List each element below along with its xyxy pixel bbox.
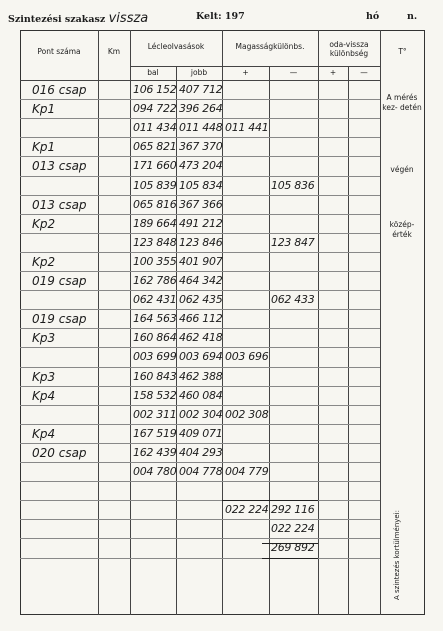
row-right-reading: 464 342 — [179, 274, 223, 287]
row-point-name: 019 csap — [32, 312, 87, 327]
row-left-reading: 160 843 — [133, 369, 177, 383]
side-note-end: végén — [390, 165, 414, 174]
col-temp: T° — [398, 47, 407, 56]
row-left-reading: 171 660 — [133, 159, 177, 173]
col-there-back: oda-vissza — [329, 40, 369, 49]
col-left: bal — [147, 68, 159, 77]
row-height-plus: 022 224 — [225, 503, 269, 517]
row-height-minus: 292 116 — [271, 503, 315, 517]
col-plus: + — [242, 68, 249, 77]
row-right-reading: 105 834 — [179, 178, 223, 192]
row-right-reading: 409 071 — [179, 426, 223, 440]
row-point-name: Kp2 — [32, 216, 56, 231]
row-left-reading: 189 664 — [133, 216, 177, 230]
row-left-reading: 167 519 — [133, 426, 177, 440]
side-note-conditions: A szintezés kortülményei: — [393, 509, 401, 600]
row-point-name: 013 csap — [32, 159, 87, 174]
row-left-reading: 065 816 — [133, 197, 177, 211]
form-title-label: Szintezési szakasz — [8, 14, 106, 25]
col-height-diff: Magasságkülönbs. — [235, 42, 305, 51]
row-right-reading: 367 366 — [179, 197, 223, 211]
col-minus: — — [289, 68, 298, 77]
row-left-reading: 062 431 — [133, 293, 177, 307]
row-right-reading: 491 212 — [179, 216, 223, 230]
row-left-reading: 065 821 — [133, 140, 177, 154]
row-point-name: Kp1 — [32, 102, 56, 117]
row-height-plus: 003 696 — [225, 350, 269, 364]
row-right-reading: 011 448 — [179, 121, 223, 135]
row-right-reading: 401 907 — [179, 254, 223, 268]
row-left-reading: 004 780 — [133, 465, 177, 478]
row-point-name: Kp4 — [32, 388, 56, 403]
row-left-reading: 105 839 — [133, 178, 177, 192]
row-right-reading: 460 084 — [179, 388, 223, 402]
row-point-name: 013 csap — [32, 197, 87, 212]
row-height-plus: 002 308 — [225, 407, 269, 421]
row-height-plus: 011 441 — [225, 121, 269, 135]
row-right-reading: 062 435 — [179, 293, 223, 307]
col-minus2: — — [360, 68, 368, 77]
row-right-reading: 004 778 — [179, 465, 223, 478]
row-left-reading: 106 152 — [133, 83, 177, 96]
side-note-average: közép- érték — [389, 220, 415, 239]
month-label: hó — [366, 11, 380, 22]
row-height-minus: 123 847 — [271, 235, 315, 249]
row-height-minus: 269 892 — [271, 541, 315, 555]
row-left-reading: 160 864 — [133, 331, 177, 345]
row-right-reading: 002 304 — [179, 407, 223, 421]
col-point-name: Pont száma — [37, 47, 81, 56]
row-point-name: Kp2 — [32, 254, 56, 269]
row-right-reading: 123 846 — [179, 235, 223, 249]
row-right-reading: 407 712 — [179, 83, 223, 96]
row-height-minus: 022 224 — [271, 522, 315, 536]
row-left-reading: 094 722 — [133, 102, 177, 116]
row-left-reading: 011 434 — [133, 121, 177, 135]
row-point-name: Kp1 — [32, 140, 56, 155]
row-right-reading: 462 388 — [179, 369, 223, 383]
row-right-reading: 466 112 — [179, 312, 223, 326]
row-point-name: 019 csap — [32, 274, 87, 288]
row-point-name: Kp3 — [32, 331, 56, 346]
row-left-reading: 123 848 — [133, 235, 177, 249]
row-right-reading: 462 418 — [179, 331, 223, 345]
row-point-name: Kp4 — [32, 426, 56, 441]
col-km: Km — [107, 47, 121, 56]
row-right-reading: 003 694 — [179, 350, 223, 364]
row-point-name: Kp3 — [32, 369, 56, 384]
row-height-minus: 062 433 — [271, 293, 315, 307]
day-label: n. — [407, 11, 418, 22]
form-title — [8, 11, 148, 26]
row-left-reading: 162 439 — [133, 445, 177, 459]
row-height-minus: 105 836 — [271, 178, 315, 192]
side-note-start: A mérés kez- detén — [382, 93, 422, 112]
row-left-reading: 003 699 — [133, 350, 177, 364]
row-point-name: 016 csap — [32, 83, 87, 97]
row-left-reading: 162 786 — [133, 274, 177, 287]
row-height-plus: 004 779 — [225, 465, 269, 478]
col-rod-readings: Lécleolvasások — [147, 42, 205, 51]
row-point-name: 020 csap — [32, 445, 87, 460]
row-left-reading: 002 311 — [133, 407, 177, 421]
row-right-reading: 367 370 — [179, 140, 223, 154]
col-there-back-2: különbség — [329, 49, 369, 58]
date-label: Kelt: 197 — [196, 11, 245, 22]
row-right-reading: 473 204 — [179, 159, 223, 173]
row-left-reading: 100 355 — [133, 254, 177, 268]
row-left-reading: 164 563 — [133, 312, 177, 326]
row-right-reading: 396 264 — [179, 102, 223, 116]
col-plus2: + — [329, 68, 337, 77]
row-right-reading: 404 293 — [179, 445, 223, 459]
col-right: jobb — [190, 68, 208, 77]
direction-handwritten: vissza — [108, 11, 149, 26]
row-left-reading: 158 532 — [133, 388, 177, 402]
